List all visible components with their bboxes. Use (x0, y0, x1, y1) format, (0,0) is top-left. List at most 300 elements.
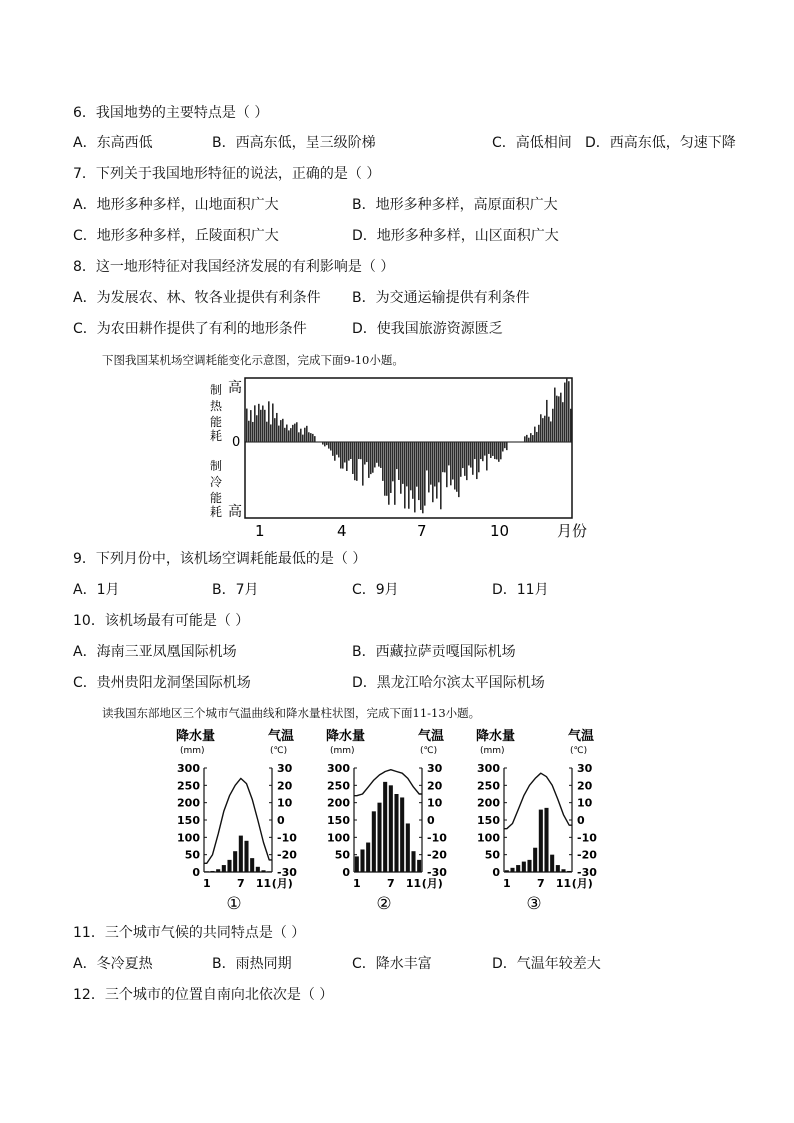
question-6-option-a[interactable]: A．东高西低 (73, 135, 153, 151)
cooling-bar (502, 442, 504, 451)
cooling-bar (430, 442, 432, 485)
cooling-bar (436, 442, 438, 499)
heating-bar (540, 414, 542, 442)
precip-tick: 150 (477, 814, 500, 827)
precip-bar (355, 856, 359, 872)
heating-bar (308, 432, 310, 442)
cooling-bar (482, 442, 484, 461)
precip-bar (522, 862, 526, 872)
heating-bar (254, 405, 256, 442)
question-10-stem: 10．该机场最有可能是（ ） (73, 613, 250, 629)
temp-tick: -10 (427, 831, 447, 845)
heating-bar (546, 400, 548, 442)
heating-bar (526, 435, 528, 442)
temp-unit: (℃) (570, 746, 588, 756)
cooling-bar (458, 442, 460, 497)
heating-bar (250, 410, 252, 442)
cooling-bar (344, 442, 346, 462)
heating-bar (552, 409, 554, 442)
cooling-bar (424, 442, 426, 506)
heating-bar (566, 379, 568, 442)
question-8-option-a[interactable]: A．为发展农、林、牧各业提供有利条件 (73, 290, 321, 306)
month-tick: 7 (387, 877, 395, 890)
cooling-bar (496, 442, 498, 459)
high-bottom-label: 高 (228, 504, 242, 520)
precip-tick: 100 (327, 831, 350, 845)
cooling-bar (406, 442, 408, 486)
cooling-bar (360, 442, 362, 459)
cooling-bar (506, 442, 508, 450)
cooling-bar (446, 442, 448, 487)
question-7-option-c[interactable]: C．地形多种多样，丘陵面积广大 (73, 228, 279, 244)
heating-bar (558, 396, 560, 442)
precip-bar (539, 810, 543, 872)
heating-bar (564, 383, 566, 442)
cooling-bar (346, 442, 348, 471)
cooling-bar (388, 442, 390, 505)
ylabel-top-char: 制 (210, 383, 223, 397)
cooling-bar (328, 442, 330, 449)
precip-tick: 300 (477, 762, 500, 775)
month-tick: 7 (537, 877, 545, 890)
temp-tick: 0 (427, 814, 435, 827)
cooling-bar (352, 442, 354, 474)
cooling-bar (476, 442, 478, 479)
precip-bar (510, 868, 514, 872)
precip-bar (516, 865, 520, 872)
question-10-option-b[interactable]: B．西藏拉萨贡嘎国际机场 (352, 644, 516, 660)
heating-bar (256, 415, 258, 442)
temp-tick: -10 (577, 831, 597, 845)
cooling-bar (356, 442, 358, 481)
question-10-option-c[interactable]: C．贵州贵阳龙洞堡国际机场 (73, 675, 251, 691)
heating-bar (260, 410, 262, 442)
cooling-bar (404, 442, 406, 508)
cooling-bar (374, 442, 376, 467)
question-11-option-c[interactable]: C．降水丰富 (352, 956, 432, 972)
cooling-bar (362, 442, 364, 486)
heating-bar (264, 410, 266, 442)
cooling-bar (382, 442, 384, 481)
heating-bar (276, 413, 278, 442)
climate-charts (160, 722, 640, 917)
temp-label: 气温 (268, 729, 295, 744)
cooling-bar (448, 442, 450, 465)
precip-tick: 300 (177, 762, 200, 775)
intro-11-13: 读我国东部地区三个城市气温曲线和降水量柱状图，完成下面11-13小题。 (102, 706, 481, 720)
cooling-bar (332, 442, 334, 456)
question-6-option-c[interactable]: C．高低相间 (492, 135, 572, 151)
cooling-bar (450, 442, 452, 485)
cooling-bar (370, 442, 372, 474)
energy-chart-ylabel-bottom (210, 458, 222, 519)
heating-bar (296, 422, 298, 442)
precip-bar (394, 794, 398, 872)
precip-tick: 100 (477, 831, 500, 845)
month-unit: (月) (571, 877, 593, 890)
cooling-bar (350, 442, 352, 459)
heating-bar (544, 416, 546, 442)
temperature-curve (204, 778, 272, 863)
heating-bar (570, 409, 572, 442)
precip-tick: 0 (492, 866, 500, 879)
precip-bar (216, 869, 220, 872)
question-9-option-d[interactable]: D．11月 (492, 582, 549, 598)
precip-bar (261, 870, 265, 872)
cooling-bar (428, 442, 430, 492)
precip-bar (567, 871, 571, 872)
question-12-stem: 12．三个城市的位置自南向北依次是（ ） (73, 987, 334, 1003)
precip-bar (256, 867, 260, 872)
heating-bar (550, 421, 552, 442)
ylabel-bottom-char: 冷 (210, 475, 223, 489)
xtick-1: 1 (255, 522, 265, 540)
precip-bar (561, 869, 565, 872)
heating-bar (300, 429, 302, 442)
precip-bar (377, 803, 381, 872)
precip-label: 降水量 (326, 729, 366, 744)
intro-9-10: 下图我国某机场空调耗能变化示意图，完成下面9-10小题。 (102, 353, 404, 367)
precip-tick: 0 (342, 866, 350, 879)
precip-bar (389, 785, 393, 872)
chart-label: ① (226, 894, 242, 914)
precip-bar (372, 811, 376, 872)
month-unit: (月) (271, 877, 293, 890)
cooling-bar (398, 442, 400, 480)
energy-bars (246, 379, 572, 514)
precip-tick: 150 (177, 814, 200, 827)
temp-tick: -30 (577, 866, 597, 879)
cooling-bar (474, 442, 476, 459)
precip-bar (527, 860, 531, 872)
month-tick: 11 (555, 877, 572, 890)
precip-bar (383, 782, 387, 872)
precip-bar (222, 865, 226, 872)
cooling-bar (418, 442, 420, 500)
cooling-bar (416, 442, 418, 487)
cooling-bar (466, 442, 468, 480)
month-tick: 1 (203, 877, 211, 890)
precip-tick: 200 (477, 796, 500, 810)
heating-bar (304, 428, 306, 442)
question-6-stem: 6．我国地势的主要特点是（ ） (73, 105, 269, 121)
question-11-option-a[interactable]: A．冬冷夏热 (73, 956, 153, 972)
precip-bar (533, 848, 537, 872)
ylabel-bottom-char: 耗 (210, 505, 223, 519)
temp-tick: 10 (577, 796, 593, 810)
precip-tick: 300 (327, 762, 350, 775)
cooling-bar (376, 442, 378, 463)
xtick-4: 4 (337, 522, 347, 540)
question-11-option-b[interactable]: B．雨热同期 (212, 956, 292, 972)
heating-bar (248, 421, 250, 442)
precip-bar (360, 849, 364, 872)
temp-tick: 20 (577, 779, 593, 793)
question-6-option-b[interactable]: B．西高东低，呈三级阶梯 (212, 135, 376, 151)
temp-tick: 30 (277, 762, 293, 775)
question-8-option-d[interactable]: D．使我国旅游资源匮乏 (352, 321, 503, 337)
precip-tick: 50 (334, 848, 350, 862)
cooling-bar (396, 442, 398, 469)
heating-bar (536, 432, 538, 442)
cooling-bar (338, 442, 340, 457)
heating-bar (282, 419, 284, 442)
cooling-bar (330, 442, 332, 450)
cooling-bar (440, 442, 442, 509)
heating-bar (310, 433, 312, 442)
cooling-bar (454, 442, 456, 489)
precip-bar (250, 858, 254, 872)
temperature-curve (354, 770, 422, 796)
cooling-bar (378, 442, 380, 467)
heating-bar (568, 381, 570, 442)
precip-tick: 200 (177, 796, 200, 810)
question-9-stem: 9．下列月份中，该机场空调耗能最低的是（ ） (73, 551, 367, 567)
question-7-option-d[interactable]: D．地形多种多样，山区面积广大 (352, 228, 559, 244)
heating-bar (294, 424, 296, 442)
ylabel-top-char: 能 (210, 415, 223, 429)
precip-tick: 50 (184, 848, 200, 862)
month-tick: 11 (255, 877, 272, 890)
temp-tick: -20 (427, 848, 447, 862)
cooling-bar (394, 442, 396, 505)
heating-bar (560, 393, 562, 442)
heating-bar (556, 396, 558, 442)
heating-bar (530, 433, 532, 442)
temp-label: 气温 (418, 729, 445, 744)
cooling-bar (342, 442, 344, 469)
heating-bar (292, 425, 294, 442)
heating-bar (258, 404, 260, 442)
month-tick: 1 (353, 877, 361, 890)
cooling-bar (464, 442, 466, 476)
cooling-bar (364, 442, 366, 465)
heating-bar (268, 401, 270, 442)
cooling-bar (324, 442, 326, 446)
question-11-stem: 11．三个城市气候的共同特点是（ ） (73, 925, 306, 941)
cooling-bar (366, 442, 368, 462)
temp-tick: -30 (427, 866, 447, 879)
cooling-bar (410, 442, 412, 490)
xtick-10: 10 (490, 522, 510, 540)
precip-tick: 250 (327, 779, 350, 793)
airport-energy-chart (200, 370, 600, 540)
heating-bar (270, 424, 272, 442)
heating-bar (288, 430, 290, 442)
cooling-bar (504, 442, 506, 448)
precip-tick: 250 (177, 779, 200, 793)
precip-unit: (mm) (180, 746, 205, 756)
heating-bar (528, 438, 530, 442)
cooling-bar (494, 442, 496, 459)
precip-tick: 150 (327, 814, 350, 827)
heating-bar (542, 418, 544, 442)
cooling-bar (358, 442, 360, 459)
cooling-bar (412, 442, 414, 499)
precip-unit: (mm) (330, 746, 355, 756)
cooling-bar (500, 442, 502, 459)
chart-label: ② (376, 894, 392, 914)
cooling-bar (348, 442, 350, 461)
heating-bar (262, 406, 264, 442)
month-tick: 11 (405, 877, 422, 890)
question-9-option-b[interactable]: B．7月 (212, 582, 259, 598)
temperature-curve (504, 773, 572, 829)
temp-tick: 30 (427, 762, 443, 775)
heating-bar (532, 435, 534, 442)
heating-bar (312, 434, 314, 442)
heating-bar (314, 436, 316, 442)
cooling-bar (444, 442, 446, 472)
temp-tick: -20 (277, 848, 297, 862)
question-8-option-c[interactable]: C．为农田耕作提供了有利的地形条件 (73, 321, 307, 337)
heating-bar (278, 426, 280, 442)
precip-tick: 100 (177, 831, 200, 845)
heating-bar (246, 409, 248, 442)
temp-tick: -20 (577, 848, 597, 862)
cooling-bar (380, 442, 382, 468)
heating-bar (266, 422, 268, 442)
precip-unit: (mm) (480, 746, 505, 756)
high-top-label: 高 (228, 380, 242, 396)
energy-chart-ylabel-top (210, 382, 223, 443)
heating-bar (534, 427, 536, 442)
precip-bar (239, 836, 243, 872)
cooling-bar (462, 442, 464, 468)
cooling-bar (392, 442, 394, 481)
precip-tick: 0 (192, 866, 200, 879)
precip-bar (417, 860, 421, 872)
precip-bar (267, 871, 271, 872)
cooling-bar (390, 442, 392, 493)
precip-bar (244, 841, 248, 872)
heating-bar (284, 428, 286, 442)
heating-bar (272, 404, 274, 442)
question-9-option-a[interactable]: A．1月 (73, 582, 120, 598)
heating-bar (554, 388, 556, 442)
cooling-bar (402, 442, 404, 484)
xtick-7: 7 (417, 522, 427, 540)
question-9-option-c[interactable]: C．9月 (352, 582, 399, 598)
cooling-bar (486, 442, 488, 470)
precip-bar (550, 855, 554, 872)
precip-bar (406, 823, 410, 872)
precip-bar (544, 808, 548, 872)
question-6-option-d[interactable]: D．西高东低，匀速下降 (585, 135, 736, 151)
question-7-option-b[interactable]: B．地形多种多样，高原面积广大 (352, 197, 558, 213)
heating-bar (298, 432, 300, 442)
cooling-bar (368, 442, 370, 478)
chart-label: ③ (526, 894, 542, 914)
cooling-bar (442, 442, 444, 472)
question-8-stem: 8．这一地形特征对我国经济发展的有利影响是（ ） (73, 259, 395, 275)
temp-tick: 10 (277, 796, 293, 810)
cooling-bar (484, 442, 486, 456)
cooling-bar (400, 442, 402, 494)
heating-bar (562, 402, 564, 442)
heating-bar (302, 435, 304, 442)
cooling-bar (432, 442, 434, 502)
precip-label: 降水量 (176, 729, 216, 744)
cooling-bar (460, 442, 462, 477)
cooling-bar (408, 442, 410, 509)
heating-bar (280, 420, 282, 442)
heating-bar (524, 436, 526, 442)
cooling-bar (386, 442, 388, 496)
cooling-bar (438, 442, 440, 482)
temp-tick: -10 (277, 831, 297, 845)
precip-label: 降水量 (476, 729, 516, 744)
cooling-bar (434, 442, 436, 486)
zero-label: 0 (232, 435, 241, 450)
cooling-bar (384, 442, 386, 496)
precip-bar (411, 851, 415, 872)
cooling-bar (340, 442, 342, 468)
ylabel-top-char: 耗 (210, 429, 223, 443)
cooling-bar (470, 442, 472, 468)
cooling-bar (326, 442, 328, 445)
precip-bar (366, 843, 370, 872)
heating-bar (286, 425, 288, 442)
cooling-bar (480, 442, 482, 459)
ylabel-bottom-char: 制 (210, 459, 223, 473)
heating-bar (306, 426, 308, 442)
month-tick: 1 (503, 877, 511, 890)
precip-bar (400, 797, 404, 872)
cooling-bar (468, 442, 470, 465)
cooling-bar (336, 442, 338, 455)
cooling-bar (478, 442, 480, 472)
month-unit: (月) (421, 877, 443, 890)
precip-tick: 250 (477, 779, 500, 793)
cooling-bar (372, 442, 374, 473)
temp-tick: 20 (277, 779, 293, 793)
precip-bar (505, 870, 509, 872)
question-7-stem: 7．下列关于我国地形特征的说法，正确的是（ ） (73, 166, 381, 182)
precip-bar (233, 851, 237, 872)
precip-bar (227, 860, 231, 872)
ylabel-bottom-char: 能 (210, 491, 223, 505)
question-11-option-d[interactable]: D．气温年较差大 (492, 956, 601, 972)
question-7-option-a[interactable]: A．地形多种多样，山地面积广大 (73, 197, 279, 213)
cooling-bar (322, 442, 324, 445)
question-10-option-a[interactable]: A．海南三亚凤凰国际机场 (73, 644, 237, 660)
ylabel-top-char: 热 (210, 399, 223, 413)
xunit-month: 月份 (557, 522, 588, 540)
question-10-option-d[interactable]: D．黑龙江哈尔滨太平国际机场 (352, 675, 545, 691)
heating-bar (252, 422, 254, 442)
heating-bar (274, 418, 276, 442)
temp-unit: (℃) (420, 746, 438, 756)
cooling-bar (492, 442, 494, 456)
temp-tick: 10 (427, 796, 443, 810)
month-tick: 7 (237, 877, 245, 890)
cooling-bar (334, 442, 336, 461)
heating-bar (548, 417, 550, 442)
precip-bar (556, 865, 560, 872)
cooling-bar (488, 442, 490, 454)
cooling-bar (420, 442, 422, 510)
cooling-bar (472, 442, 474, 475)
temp-tick: 20 (427, 779, 443, 793)
precip-tick: 200 (327, 796, 350, 810)
question-8-option-b[interactable]: B．为交通运输提供有利条件 (352, 290, 530, 306)
cooling-bar (456, 442, 458, 492)
precip-tick: 50 (484, 848, 500, 862)
temp-tick: -30 (277, 866, 297, 879)
cooling-bar (498, 442, 500, 462)
temp-unit: (℃) (270, 746, 288, 756)
